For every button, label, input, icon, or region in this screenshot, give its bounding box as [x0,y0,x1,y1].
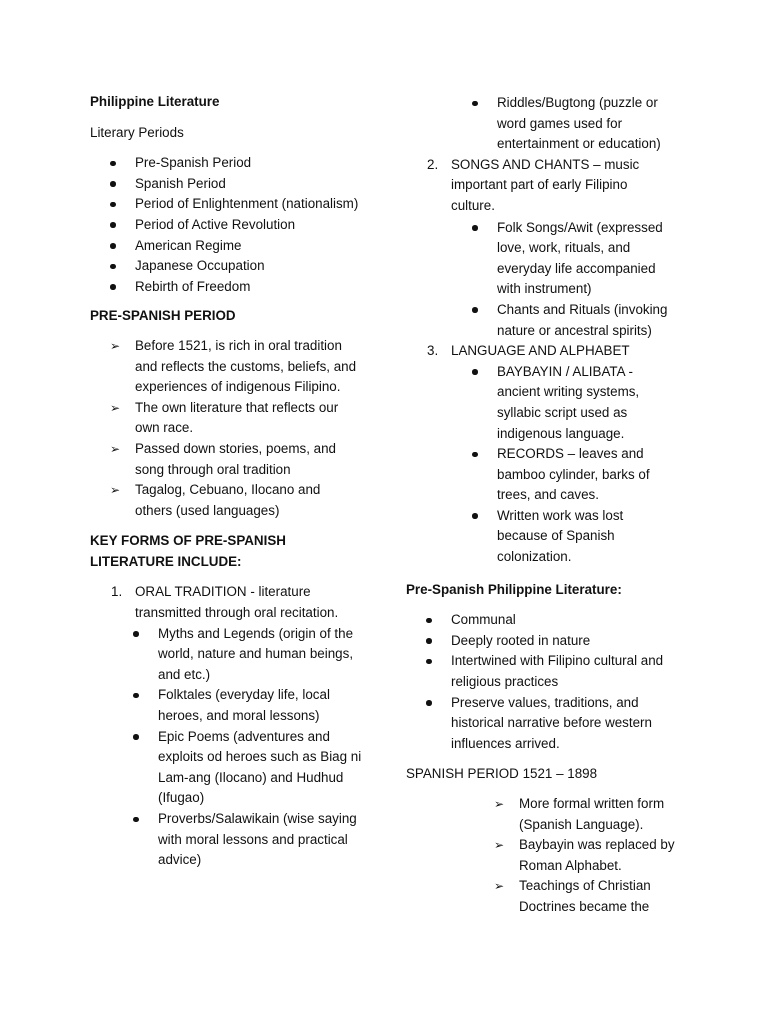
list-item [111,582,362,870]
list-number: 1. [111,584,123,600]
list-item: Pre-Spanish Period [135,153,375,174]
pre-spanish-points [110,336,357,521]
literary-periods-heading: Literary Periods [90,124,184,140]
list-item: Period of Active Revolution [135,215,375,236]
songs-chants-text: SONGS AND CHANTS – music important part of early Filipino culture. [451,156,640,213]
list-item: ➢ More formal written form (Spanish Language). [494,796,665,832]
list-item: Intertwined with Filipino cultural and religious practices [451,651,676,692]
list-item [427,341,651,568]
list-item: Epic Poems (adventures and exploits od heroes such as Biag ni Lam-ang (Ilocano) and Hudhud (Ifugao) [158,727,363,809]
arrow-bullet-icon: ➢ [110,441,121,456]
list-item: ➢ The own literature that reflects our own race. [110,399,339,436]
list-item: Folk Songs/Awit (expressed love, work, rituals, and everyday life accompanied with instrument) [497,218,682,300]
list-item: ➢ Teachings of Christian Doctrines became the [494,878,651,914]
list-item: Japanese Occupation [135,256,375,277]
arrow-bullet-icon: ➢ [110,400,121,415]
list-item: Preserve values, traditions, and historical narrative before western influences arrived. [451,693,676,755]
arrow-bullet-icon: ➢ [110,483,121,498]
key-forms-list-continued [427,155,668,568]
list-item: Written work was lost because of Spanish colonization. [497,506,672,568]
pre-spanish-characteristics-list [451,610,676,754]
list-item: ➢ Passed down stories, poems, and song through oral tradition [110,440,336,477]
list-item: Spanish Period [135,174,375,195]
list-item: Myths and Legends (origin of the world, nature and human beings, and etc.) [158,624,363,686]
literary-periods-list [135,153,375,297]
list-item: Folktales (everyday life, local heroes, and moral lessons) [158,685,363,726]
list-item: Riddles/Bugtong (puzzle or word games used for entertainment or education) [497,93,682,155]
key-forms-heading: KEY FORMS OF PRE-SPANISH LITERATURE INCLUDE: [90,533,286,569]
list-item: American Regime [135,236,375,257]
arrow-bullet-icon: ➢ [494,838,505,853]
list-item: ➢ Tagalog, Cebuano, Ilocano and others (used languages) [110,482,321,518]
list-item: Proverbs/Salawikain (wise saying with moral lessons and practical advice) [158,809,363,871]
oral-tradition-list [158,624,363,871]
pre-spanish-philippine-literature-heading: Pre-Spanish Philippine Literature: [406,581,622,597]
right-column [406,93,696,918]
list-item [427,155,668,341]
spanish-period-points [494,794,684,918]
document-title: Philippine Literature [90,94,220,109]
language-alphabet-list [497,362,672,568]
list-item: BAYBAYIN / ALIBATA - ancient writing systems, syllabic script used as indigenous language. [497,362,672,444]
list-item: Communal [451,610,676,631]
list-item: Deeply rooted in nature [451,631,676,652]
arrow-bullet-icon: ➢ [110,338,121,353]
list-number: 2. [427,156,439,172]
riddles-list [497,93,682,155]
list-item: Chants and Rituals (invoking nature or ancestral spirits) [497,300,682,341]
pre-spanish-heading: PRE-SPANISH PERIOD [90,308,236,324]
list-item: ➢ Baybayin was replaced by Roman Alphabet. [494,837,675,873]
arrow-bullet-icon: ➢ [494,797,505,811]
arrow-bullet-icon: ➢ [494,879,505,894]
list-item: RECORDS – leaves and bamboo cylinder, barks of trees, and caves. [497,444,672,506]
list-item: ➢ Before 1521, is rich in oral tradition and reflects the customs, beliefs, and experiences of indigenous Filipino. [110,337,357,395]
left-column [90,92,375,871]
list-item: Rebirth of Freedom [135,277,375,298]
songs-chants-list [497,218,682,342]
language-alphabet-text: LANGUAGE AND ALPHABET [451,343,630,359]
list-number: 3. [427,343,439,359]
oral-tradition-text: ORAL TRADITION - literature transmitted through oral recitation. [135,584,339,621]
list-item: Period of Enlightenment (nationalism) [135,194,375,215]
key-forms-list [111,582,362,870]
spanish-period-heading: SPANISH PERIOD 1521 – 1898 [406,766,598,782]
